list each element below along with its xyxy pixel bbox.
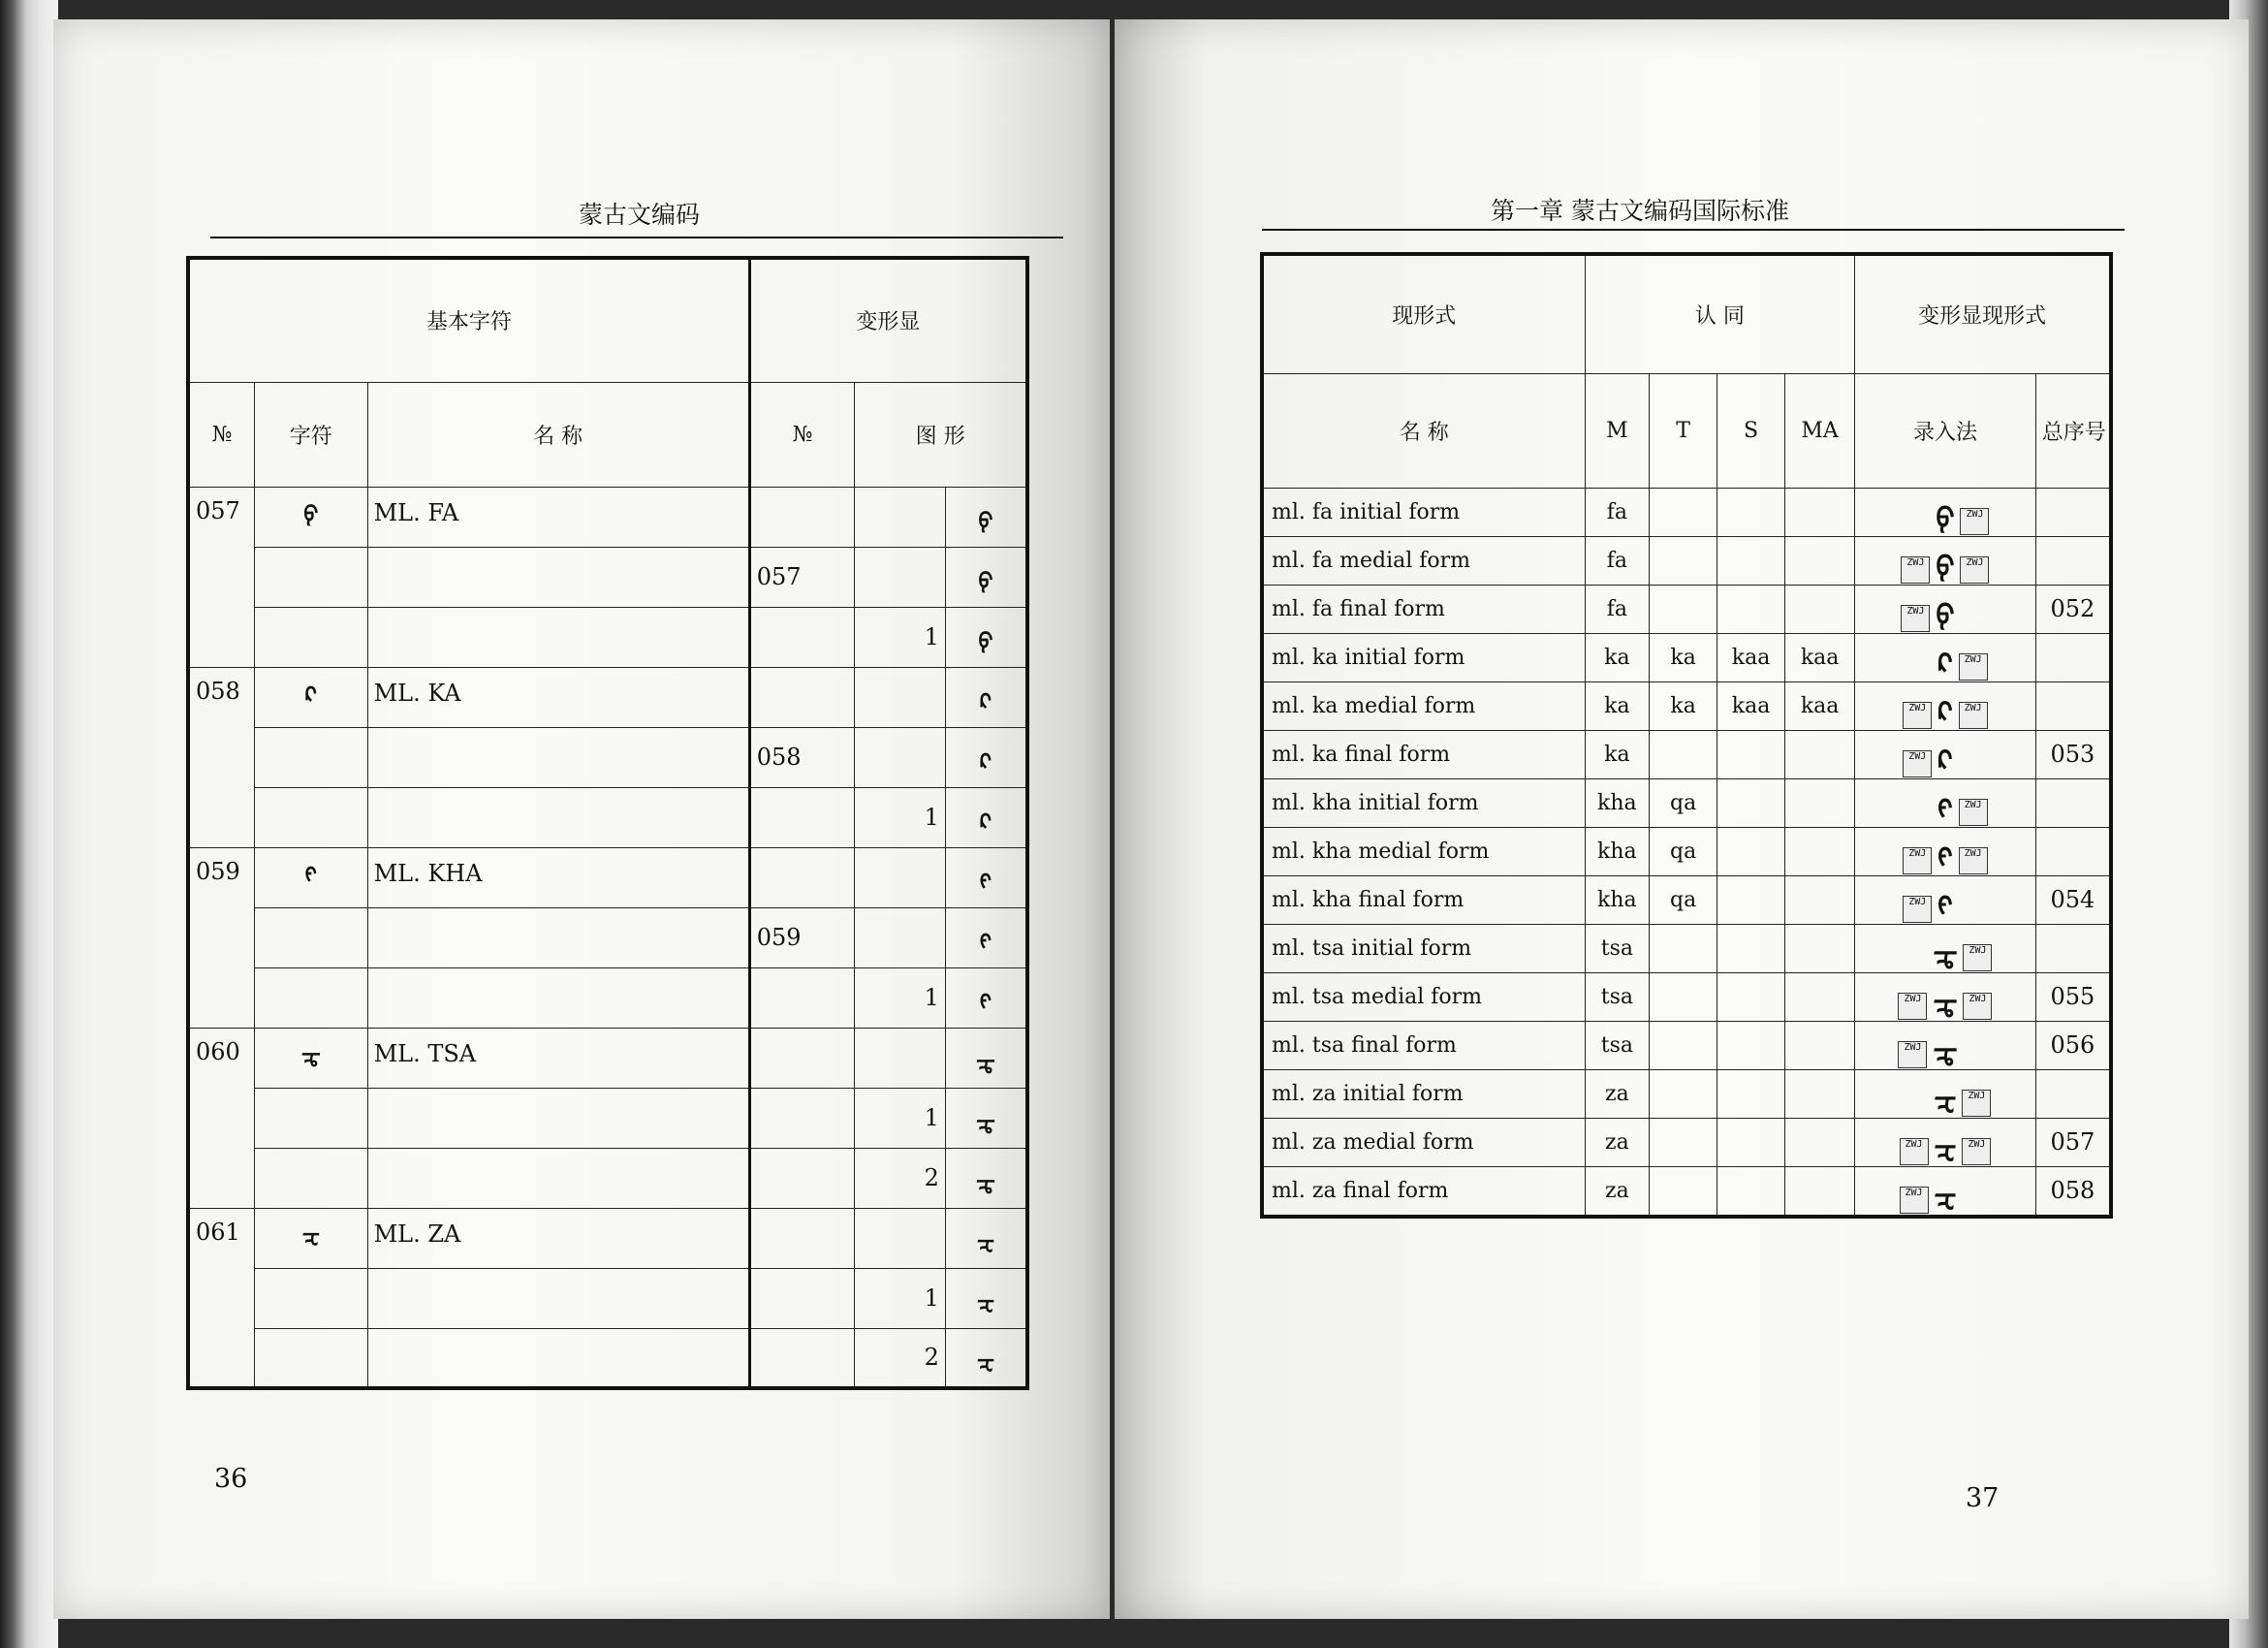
transliteration-s: [1717, 924, 1785, 972]
left-page: [53, 19, 1110, 1619]
zwj-icon: ZWJ: [1901, 556, 1930, 584]
transliteration-s: [1717, 730, 1785, 778]
empty-cell: [255, 1268, 368, 1328]
header-variant: 变形显: [749, 258, 1027, 382]
form-name: ml. ka initial form: [1262, 633, 1585, 681]
empty-cell: [367, 727, 749, 787]
form-glyph: ᠽ: [1934, 1083, 1957, 1116]
char-glyph: ᠼ: [255, 1028, 368, 1088]
transliteration-s: [1717, 1069, 1785, 1118]
variant-number: [749, 1328, 855, 1388]
transliteration-m: za: [1585, 1166, 1650, 1217]
transliteration-t: [1650, 1118, 1717, 1166]
header-name: 名 称: [367, 382, 749, 487]
transliteration-t: qa: [1650, 827, 1717, 875]
input-method: [1855, 1021, 2036, 1069]
transliteration-ma: [1785, 488, 1855, 536]
empty-cell: [255, 787, 368, 847]
char-number: 057: [188, 487, 255, 667]
variant-number: [749, 1148, 855, 1208]
char-number: 059: [188, 847, 255, 1028]
transliteration-t: [1650, 585, 1717, 633]
transliteration-m: fa: [1585, 536, 1650, 585]
header-identity: 认 同: [1585, 254, 1855, 373]
variant-glyph: ᠺ: [945, 667, 1027, 727]
variant-number: [749, 487, 855, 547]
transliteration-t: [1650, 1166, 1717, 1217]
form-name: ml. fa final form: [1262, 585, 1585, 633]
zwj-icon: ZWJ: [1903, 750, 1932, 777]
transliteration-t: [1650, 972, 1717, 1021]
transliteration-m: fa: [1585, 488, 1650, 536]
transliteration-ma: [1785, 924, 1855, 972]
zwj-icon: ZWJ: [1903, 847, 1932, 874]
zwj-icon: ZWJ: [1963, 993, 1992, 1020]
zwj-icon: ZWJ: [1959, 653, 1988, 681]
total-sequence-number: 056: [2035, 1021, 2111, 1069]
variant-number: [749, 847, 855, 907]
empty-cell: [367, 1328, 749, 1388]
form-name: ml. tsa final form: [1262, 1021, 1585, 1069]
char-number: 060: [188, 1028, 255, 1208]
form-row: [1262, 972, 2111, 1021]
header-char: 字符: [255, 382, 368, 487]
header-presentation: 现形式: [1262, 254, 1585, 373]
char-number: 061: [188, 1208, 255, 1388]
variant-number: [749, 967, 855, 1028]
transliteration-ma: [1785, 875, 1855, 924]
transliteration-s: [1717, 585, 1785, 633]
transliteration-m: za: [1585, 1069, 1650, 1118]
form-name: ml. za final form: [1262, 1166, 1585, 1217]
transliteration-m: ka: [1585, 681, 1650, 730]
empty-cell: [255, 1088, 368, 1148]
empty-cell: [255, 907, 368, 967]
form-name: ml. ka medial form: [1262, 681, 1585, 730]
form-name: ml. ka final form: [1262, 730, 1585, 778]
variant-number: 057: [749, 547, 855, 607]
char-name: ML. FA: [367, 487, 749, 547]
transliteration-s: [1717, 875, 1785, 924]
zwj-icon: ZWJ: [1900, 1138, 1929, 1165]
variant-sub-index: [855, 1208, 946, 1268]
transliteration-s: [1717, 536, 1785, 585]
input-method: [1855, 633, 2036, 681]
empty-cell: [367, 787, 749, 847]
form-row: [1262, 1021, 2111, 1069]
input-method: [1855, 827, 2036, 875]
variant-sub-index: 2: [855, 1328, 946, 1388]
form-name: ml. tsa initial form: [1262, 924, 1585, 972]
empty-cell: [367, 1268, 749, 1328]
input-method: [1855, 730, 2036, 778]
total-sequence-number: 053: [2035, 730, 2111, 778]
page-number-left: 36: [214, 1464, 248, 1494]
header-input: 录入法: [1855, 373, 2036, 488]
input-method: [1855, 1118, 2036, 1166]
variant-sub-index: [855, 847, 946, 907]
header-name-right: 名 称: [1262, 373, 1585, 488]
variant-glyph: ᠽ: [945, 1268, 1027, 1328]
transliteration-t: ka: [1650, 633, 1717, 681]
transliteration-m: za: [1585, 1118, 1650, 1166]
transliteration-s: kaa: [1717, 633, 1785, 681]
variant-glyph: ᠹ: [945, 607, 1027, 667]
transliteration-s: [1717, 488, 1785, 536]
form-row: [1262, 633, 2111, 681]
transliteration-ma: [1785, 1166, 1855, 1217]
variant-sub-index: 1: [855, 787, 946, 847]
header-s: S: [1717, 373, 1785, 488]
char-glyph: ᠻ: [255, 847, 368, 907]
variant-sub-index: [855, 667, 946, 727]
header-no: №: [188, 382, 255, 487]
transliteration-t: [1650, 730, 1717, 778]
transliteration-t: [1650, 1069, 1717, 1118]
running-head-left: 蒙古文编码: [579, 201, 701, 229]
total-sequence-number: 052: [2035, 585, 2111, 633]
transliteration-s: [1717, 1021, 1785, 1069]
zwj-icon: ZWJ: [1901, 605, 1930, 632]
char-glyph: ᠽ: [255, 1208, 368, 1268]
transliteration-t: qa: [1650, 875, 1717, 924]
form-glyph: ᠼ: [1933, 1034, 1958, 1067]
total-sequence-number: 058: [2035, 1166, 2111, 1217]
input-method: [1855, 1166, 2036, 1217]
total-sequence-number: 055: [2035, 972, 2111, 1021]
zwj-icon: ZWJ: [1900, 1187, 1929, 1214]
zwj-icon: ZWJ: [1962, 1090, 1991, 1117]
form-row: [1262, 827, 2111, 875]
variant-glyph: ᠽ: [945, 1328, 1027, 1388]
transliteration-ma: [1785, 1069, 1855, 1118]
transliteration-m: ka: [1585, 730, 1650, 778]
transliteration-ma: [1785, 730, 1855, 778]
variant-sub-index: [855, 487, 946, 547]
header-no-2: №: [749, 382, 855, 487]
form-name: ml. fa initial form: [1262, 488, 1585, 536]
form-row: [1262, 875, 2111, 924]
total-sequence-number: [2035, 1069, 2111, 1118]
char-name: ML. KA: [367, 667, 749, 727]
zwj-icon: ZWJ: [1903, 896, 1932, 923]
transliteration-s: [1717, 972, 1785, 1021]
variant-sub-index: 1: [855, 1088, 946, 1148]
transliteration-m: fa: [1585, 585, 1650, 633]
variant-number: [749, 1088, 855, 1148]
header-ma: MA: [1785, 373, 1855, 488]
variant-glyph: ᠺ: [945, 787, 1027, 847]
input-method: [1855, 488, 2036, 536]
right-table: [1260, 252, 2113, 1219]
form-row: [1262, 1118, 2111, 1166]
form-row: [1262, 730, 2111, 778]
input-method: [1855, 778, 2036, 827]
zwj-icon: ZWJ: [1903, 702, 1932, 729]
variant-number: [749, 1028, 855, 1088]
transliteration-ma: [1785, 778, 1855, 827]
zwj-icon: ZWJ: [1959, 847, 1988, 874]
zwj-icon: ZWJ: [1898, 993, 1927, 1020]
transliteration-t: [1650, 488, 1717, 536]
transliteration-ma: [1785, 585, 1855, 633]
zwj-icon: ZWJ: [1960, 556, 1989, 584]
variant-number: [749, 1208, 855, 1268]
empty-cell: [367, 607, 749, 667]
variant-number: 058: [749, 727, 855, 787]
page-number-right: 37: [1966, 1483, 2000, 1513]
form-glyph: ᠹ: [1936, 598, 1955, 631]
variant-glyph: ᠼ: [945, 1148, 1027, 1208]
form-glyph: ᠽ: [1934, 1131, 1957, 1164]
transliteration-m: tsa: [1585, 972, 1650, 1021]
transliteration-m: kha: [1585, 875, 1650, 924]
form-glyph: ᠻ: [1937, 840, 1953, 873]
transliteration-ma: kaa: [1785, 681, 1855, 730]
total-sequence-number: [2035, 488, 2111, 536]
total-sequence-number: 057: [2035, 1118, 2111, 1166]
transliteration-s: kaa: [1717, 681, 1785, 730]
char-glyph: ᠹ: [255, 487, 368, 547]
empty-cell: [367, 967, 749, 1028]
input-method: [1855, 972, 2036, 1021]
total-sequence-number: [2035, 827, 2111, 875]
form-row: [1262, 1166, 2111, 1217]
input-method: [1855, 875, 2036, 924]
variant-number: [749, 607, 855, 667]
header-m: M: [1585, 373, 1650, 488]
header-shape: 图 形: [855, 382, 1027, 487]
variant-glyph: ᠻ: [945, 847, 1027, 907]
transliteration-m: kha: [1585, 827, 1650, 875]
empty-cell: [255, 727, 368, 787]
transliteration-s: [1717, 827, 1785, 875]
form-row: [1262, 778, 2111, 827]
transliteration-t: [1650, 536, 1717, 585]
transliteration-t: [1650, 924, 1717, 972]
form-row: [1262, 681, 2111, 730]
empty-cell: [255, 967, 368, 1028]
variant-sub-index: [855, 1028, 946, 1088]
transliteration-ma: [1785, 1118, 1855, 1166]
transliteration-m: tsa: [1585, 924, 1650, 972]
form-row: [1262, 536, 2111, 585]
empty-cell: [255, 607, 368, 667]
input-method: [1855, 585, 2036, 633]
variant-glyph: ᠺ: [945, 727, 1027, 787]
running-head-right: 第一章 蒙古文编码国际标准: [1491, 197, 1789, 225]
variant-sub-index: 1: [855, 967, 946, 1028]
empty-cell: [367, 907, 749, 967]
form-row: [1262, 924, 2111, 972]
form-glyph: ᠻ: [1937, 889, 1953, 922]
variant-sub-index: 1: [855, 1268, 946, 1328]
header-total-no: 总序号: [2035, 373, 2111, 488]
variant-glyph: ᠼ: [945, 1088, 1027, 1148]
form-glyph: ᠹ: [1936, 501, 1955, 534]
variant-sub-index: [855, 727, 946, 787]
zwj-icon: ZWJ: [1898, 1041, 1927, 1068]
transliteration-m: tsa: [1585, 1021, 1650, 1069]
zwj-icon: ZWJ: [1959, 702, 1988, 729]
transliteration-ma: kaa: [1785, 633, 1855, 681]
char-name: ML. ZA: [367, 1208, 749, 1268]
variant-number: [749, 1268, 855, 1328]
total-sequence-number: [2035, 633, 2111, 681]
form-glyph: ᠹ: [1936, 550, 1955, 583]
header-rule-right: [1262, 229, 2125, 231]
form-glyph: ᠺ: [1937, 744, 1953, 776]
form-row: [1262, 585, 2111, 633]
variant-number: 059: [749, 907, 855, 967]
total-sequence-number: [2035, 681, 2111, 730]
left-table: [186, 256, 1029, 1390]
form-glyph: ᠻ: [1937, 792, 1953, 825]
transliteration-ma: [1785, 827, 1855, 875]
variant-sub-index: 1: [855, 607, 946, 667]
empty-cell: [255, 1148, 368, 1208]
form-glyph: ᠼ: [1933, 986, 1958, 1019]
total-sequence-number: [2035, 778, 2111, 827]
book-edge-left: [0, 0, 58, 1648]
variant-sub-index: [855, 547, 946, 607]
transliteration-s: [1717, 1166, 1785, 1217]
form-name: ml. kha initial form: [1262, 778, 1585, 827]
variant-sub-index: [855, 907, 946, 967]
empty-cell: [367, 1088, 749, 1148]
total-sequence-number: [2035, 536, 2111, 585]
transliteration-ma: [1785, 536, 1855, 585]
form-glyph: ᠼ: [1933, 937, 1958, 970]
form-name: ml. za medial form: [1262, 1118, 1585, 1166]
header-rule-left: [210, 237, 1063, 238]
input-method: [1855, 924, 2036, 972]
variant-number: [749, 667, 855, 727]
empty-cell: [255, 547, 368, 607]
transliteration-ma: [1785, 1021, 1855, 1069]
variant-number: [749, 787, 855, 847]
form-row: [1262, 1069, 2111, 1118]
header-variant-presentation: 变形显现形式: [1855, 254, 2111, 373]
form-row: [1262, 488, 2111, 536]
variant-glyph: ᠻ: [945, 967, 1027, 1028]
empty-cell: [255, 1328, 368, 1388]
form-glyph: ᠺ: [1937, 695, 1953, 728]
variant-glyph: ᠹ: [945, 487, 1027, 547]
form-name: ml. za initial form: [1262, 1069, 1585, 1118]
transliteration-t: ka: [1650, 681, 1717, 730]
variant-glyph: ᠻ: [945, 907, 1027, 967]
zwj-icon: ZWJ: [1960, 508, 1989, 535]
total-sequence-number: 054: [2035, 875, 2111, 924]
zwj-icon: ZWJ: [1963, 944, 1992, 971]
empty-cell: [367, 1148, 749, 1208]
char-name: ML. TSA: [367, 1028, 749, 1088]
form-name: ml. kha final form: [1262, 875, 1585, 924]
header-basic-chars: 基本字符: [188, 258, 749, 382]
transliteration-m: ka: [1585, 633, 1650, 681]
input-method: [1855, 536, 2036, 585]
variant-glyph: ᠽ: [945, 1208, 1027, 1268]
right-page: [1115, 19, 2249, 1619]
form-name: ml. fa medial form: [1262, 536, 1585, 585]
transliteration-m: kha: [1585, 778, 1650, 827]
header-t: T: [1650, 373, 1717, 488]
variant-glyph: ᠼ: [945, 1028, 1027, 1088]
transliteration-s: [1717, 778, 1785, 827]
form-glyph: ᠽ: [1934, 1180, 1957, 1213]
transliteration-t: qa: [1650, 778, 1717, 827]
zwj-icon: ZWJ: [1962, 1138, 1991, 1165]
form-name: ml. kha medial form: [1262, 827, 1585, 875]
input-method: [1855, 1069, 2036, 1118]
form-glyph: ᠺ: [1937, 647, 1953, 680]
transliteration-ma: [1785, 972, 1855, 1021]
variant-sub-index: 2: [855, 1148, 946, 1208]
total-sequence-number: [2035, 924, 2111, 972]
char-glyph: ᠺ: [255, 667, 368, 727]
zwj-icon: ZWJ: [1959, 799, 1988, 826]
form-name: ml. tsa medial form: [1262, 972, 1585, 1021]
transliteration-s: [1717, 1118, 1785, 1166]
transliteration-t: [1650, 1021, 1717, 1069]
char-name: ML. KHA: [367, 847, 749, 907]
empty-cell: [367, 547, 749, 607]
input-method: [1855, 681, 2036, 730]
variant-glyph: ᠹ: [945, 547, 1027, 607]
char-number: 058: [188, 667, 255, 847]
